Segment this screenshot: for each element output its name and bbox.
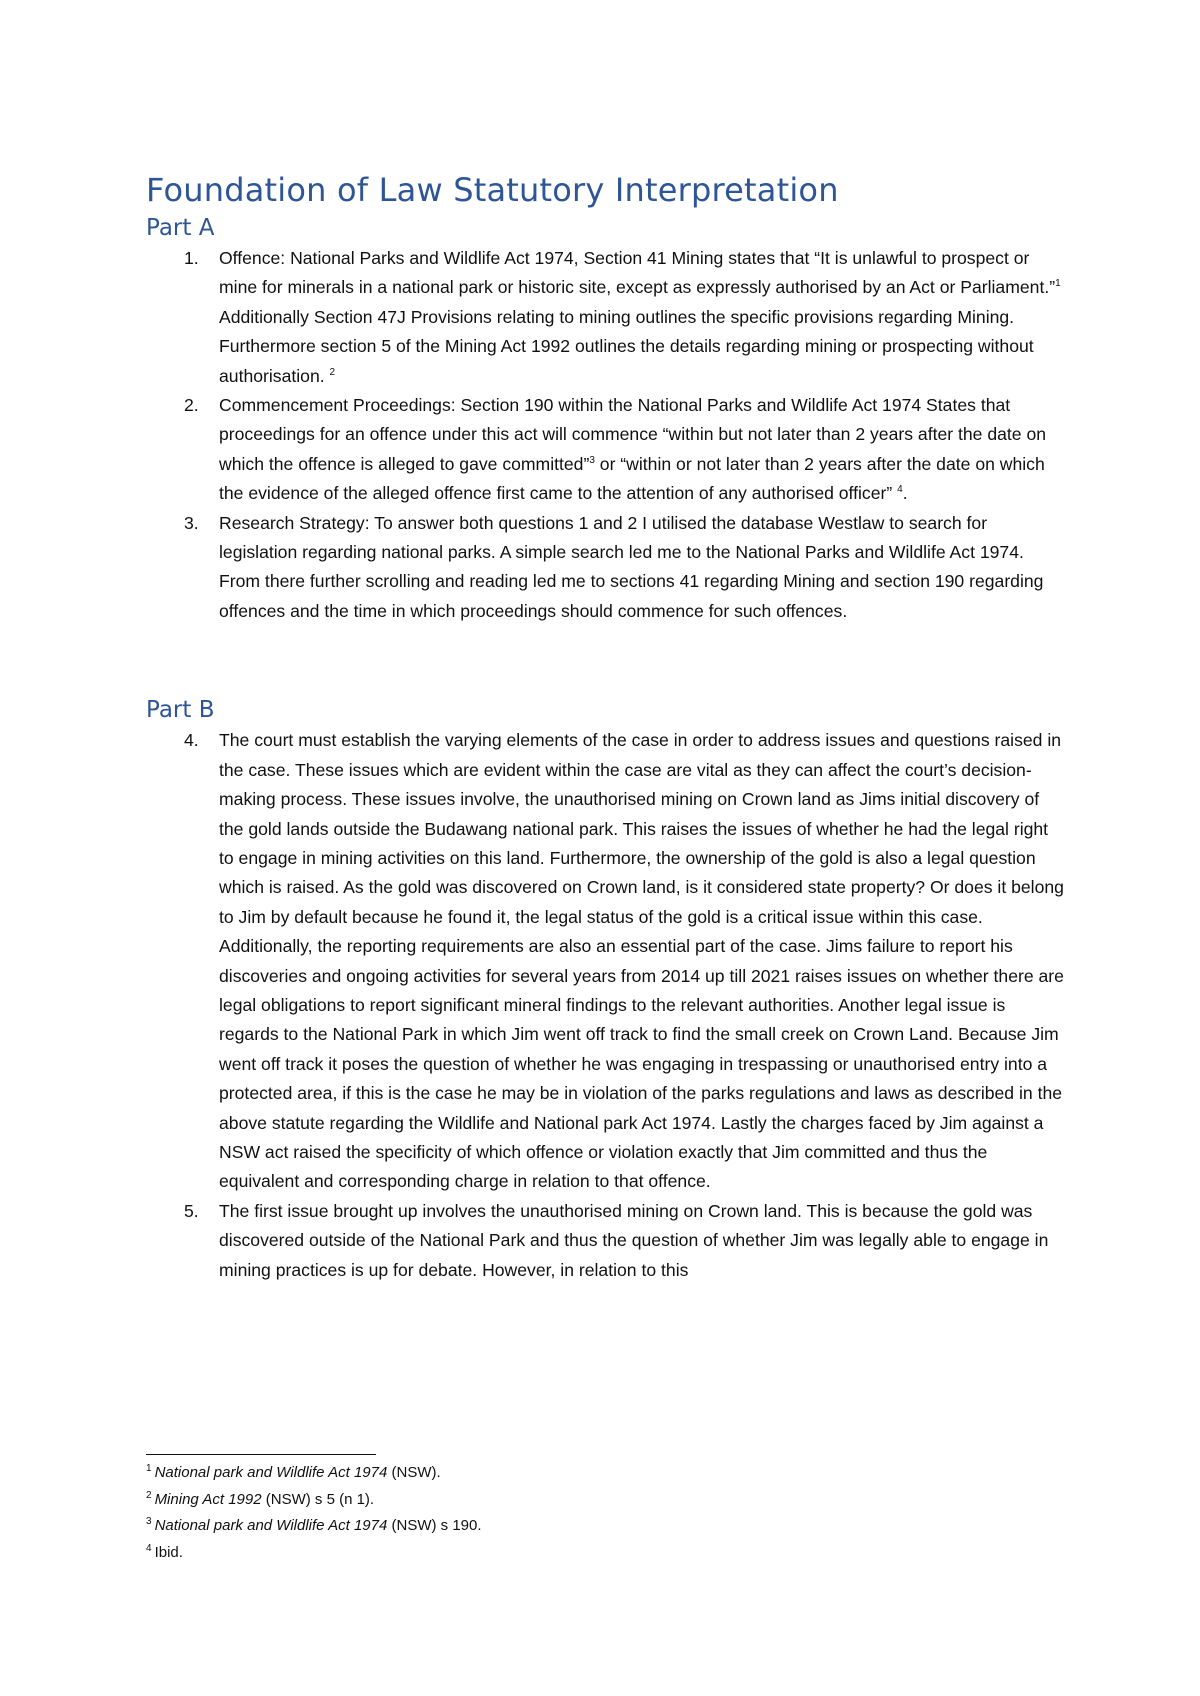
list-item-text: Additionally Section 47J Provisions relating to mining outlines the specific provisions regarding Mining. Furthermore section 5 of the Mining Act 1992 outlines the details regarding mining or prospecting without authorisation. (219, 306, 1034, 386)
footnote-text: Ibid. (154, 1543, 183, 1561)
footnote-reference[interactable]: 4 (897, 484, 903, 496)
footnote (146, 1460, 1066, 1487)
list-item (146, 509, 1066, 627)
footnote-number: 3 (146, 1516, 152, 1527)
footnote-reference[interactable]: 1 (1055, 278, 1061, 290)
footnote-text: (NSW) s 190. (387, 1517, 482, 1534)
list-item (146, 391, 1066, 509)
list-item-number: 3. (184, 512, 199, 533)
list-item (146, 1197, 1066, 1285)
part-a-heading: Part A (146, 215, 215, 241)
list-item-text: Research Strategy: To answer both questions 1 and 2 I utilised the database Westlaw to search for legislation regarding national parks. A simple search led me to the National Parks and Wildlife Act 1974. From there further scrolling and reading led me to sections 41 regarding Mining and section 190 regarding offences and the time in which proceedings should commence for such offences. (219, 512, 1044, 621)
footnote-separator (146, 1454, 376, 1455)
document-title: Foundation of Law Statutory Interpretation (146, 171, 839, 209)
list-item-text: The first issue brought up involves the unauthorised mining on Crown land. This is because the gold was discovered outside of the National Park and thus the question of whether Jim was legally able to engage in mining practices is up for debate. However, in relation to this (219, 1200, 1049, 1280)
list-item-number: 2. (184, 395, 199, 416)
footnote-title: Mining Act 1992 (154, 1490, 262, 1508)
list-item-text: Commencement Proceedings: Section 190 within the National Parks and Wildlife Act 1974 States that proceedings for an offence under this act will commence “within but not later than 2 years after the date on which the offence is alleged to gave committed” (219, 395, 1047, 474)
footnote (146, 1513, 1066, 1540)
list-item-number: 4. (184, 730, 199, 751)
list-item-number: 1. (184, 248, 199, 268)
list-item (146, 726, 1066, 1197)
footnote-number: 1 (146, 1463, 152, 1474)
footnote (146, 1540, 1066, 1567)
list-item-text: . (902, 483, 908, 504)
footnote-number: 4 (146, 1542, 152, 1554)
footnote-text: (NSW) s 5 (n 1). (261, 1490, 375, 1508)
document-body (146, 168, 1066, 1285)
footnote-reference[interactable]: 2 (329, 366, 336, 378)
part-b-list (146, 726, 1066, 1285)
footnote-number: 2 (146, 1489, 152, 1501)
list-item-text: The court must establish the varying elements of the case in order to address issues and questions raised in the case. These issues which are evident within the case are vital as they can affect the court’s decision-making process. These issues involve, the unauthorised mining on Crown land as Jims initial discovery of the gold lands outside the Budawang national park. This raises the issues of whether he had the legal right to engage in mining activities on this land. Furthermore, the ownership of the gold is also a legal question which is raised. As the gold was discovered on Crown land, is it considered state property? Or does it belong to Jim by default because he found it, the legal status of the gold is a critical issue within this case. Additionally, the reporting requirements are also an essential part of the case. Jims failure to report his discoveries and ongoing activities for several years from 2014 up till 2021 raises issues on whether there are legal obligations to report significant mineral findings to the relevant authorities. Another legal issue is regards to the National Park in which Jim went off track to find the small creek on Crown Land. Because Jim went off track it poses the question of whether he was engaging in trespassing or unauthorised entry into a protected area, if this is the case he may be in violation of the parks regulations and laws as described in the above statute regarding the Wildlife and National park Act 1974. Lastly the charges faced by Jim against a NSW act raised the specificity of which offence or violation exactly that Jim committed and thus the equivalent and corresponding charge in relation to that offence. (219, 730, 1064, 1192)
list-item (146, 244, 1066, 391)
footnotes (146, 1460, 1066, 1566)
footnote-reference[interactable]: 3 (589, 454, 595, 466)
list-item-text: Offence: National Parks and Wildlife Act 1974, Section 41 Mining states that “It is unlawful to prospect or mine for minerals in a national park or historic site, except as expressly authorised by an Act or Parliament.” (219, 248, 1056, 298)
list-item-number: 5. (184, 1200, 199, 1221)
footnote-title: National park and Wildlife Act 1974 (154, 1464, 388, 1481)
list-item-text: or “within or not later than 2 years after the date on which the evidence of the alleged offence first came to the attention of any authorised officer” (219, 453, 1045, 504)
footnote-text: (NSW). (387, 1464, 441, 1481)
footnote (146, 1487, 1066, 1514)
part-b-heading: Part B (146, 697, 215, 724)
part-a-list (146, 244, 1066, 626)
footnote-title: National park and Wildlife Act 1974 (154, 1517, 388, 1534)
